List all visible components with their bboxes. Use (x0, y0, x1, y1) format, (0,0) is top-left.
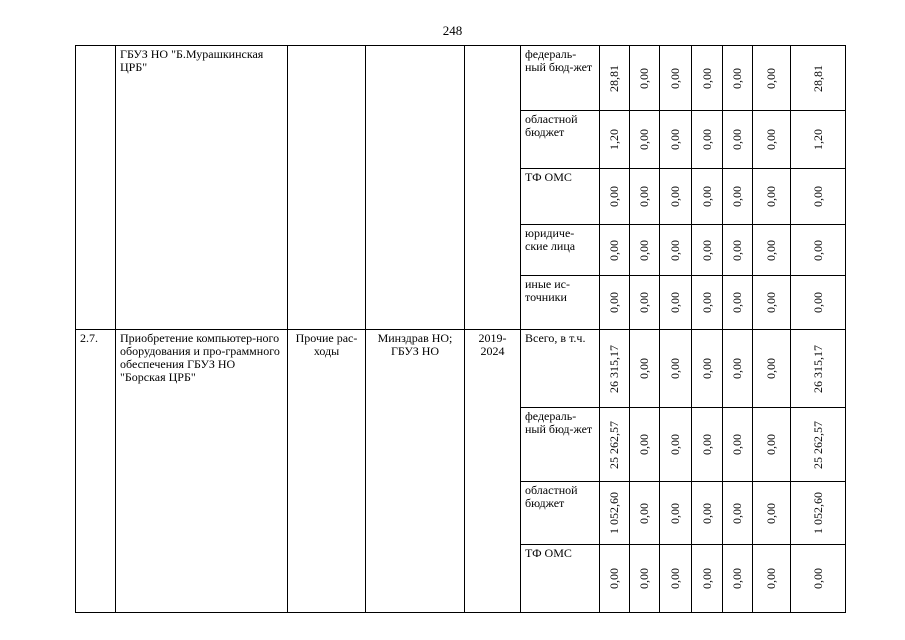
value-cell (791, 225, 846, 276)
value-text: 0,00 (810, 568, 825, 589)
value-text: 0,00 (637, 502, 651, 524)
value-cell (723, 482, 753, 545)
value-text: 0,00 (637, 292, 651, 313)
value-cell (791, 276, 846, 330)
funding-source-cell: федераль-ный бюд-жет (521, 408, 600, 482)
value-text: 0,00 (699, 502, 714, 524)
value-cell (630, 46, 660, 111)
value-text: 0,00 (699, 239, 714, 261)
value-cell (630, 545, 660, 613)
value-text: 0,00 (637, 186, 651, 207)
value-text: 0,00 (810, 292, 825, 313)
value-cell (600, 408, 630, 482)
value-text: 25 262,57 (810, 420, 825, 469)
value-text: 0,00 (699, 568, 714, 589)
value-text: 0,00 (810, 239, 825, 261)
value-text: 0,00 (668, 358, 682, 379)
value-text: 0,00 (699, 129, 714, 150)
value-text: 0,00 (668, 292, 682, 313)
budget-table (75, 45, 846, 613)
value-text: 26 315,17 (607, 344, 621, 393)
executor-cell: Минздрав НО; ГБУЗ НО (366, 330, 465, 613)
funding-source-cell: федераль-ный бюд-жет (521, 46, 600, 111)
value-cell (692, 111, 723, 169)
value-text: 0,00 (637, 239, 651, 261)
value-text: 0,00 (699, 292, 714, 313)
value-cell (791, 169, 846, 225)
value-text: 0,00 (607, 239, 621, 261)
value-cell (600, 111, 630, 169)
value-text: 0,00 (730, 67, 744, 89)
funding-source-cell: ТФ ОМС (521, 169, 600, 225)
value-cell (692, 276, 723, 330)
item-name-cell: Приобретение компьютер-ного оборудования и про-граммного обеспечения ГБУЗ НО "Борская ЦРБ" (116, 330, 288, 613)
funding-source-cell: областной бюджет (521, 482, 600, 545)
value-text: 0,00 (668, 502, 682, 524)
value-cell (660, 408, 692, 482)
value-cell (660, 482, 692, 545)
value-cell (660, 111, 692, 169)
value-cell (600, 225, 630, 276)
item-number-cell (76, 46, 116, 330)
value-cell (660, 545, 692, 613)
value-text: 0,00 (730, 129, 744, 150)
value-cell (791, 545, 846, 613)
value-text: 0,00 (637, 129, 651, 150)
value-cell (753, 225, 791, 276)
value-cell (600, 46, 630, 111)
value-cell (660, 169, 692, 225)
value-text: 0,00 (730, 502, 744, 524)
value-cell (630, 482, 660, 545)
value-text: 1,20 (607, 129, 621, 150)
value-text: 28,81 (810, 64, 825, 92)
value-text: 28,81 (607, 64, 621, 92)
value-cell (692, 545, 723, 613)
value-text: 0,00 (730, 358, 744, 379)
value-cell (692, 408, 723, 482)
value-text: 0,00 (637, 67, 651, 89)
period-cell: 2019-2024 (465, 330, 521, 613)
value-cell (630, 169, 660, 225)
value-cell (692, 169, 723, 225)
value-text: 0,00 (764, 239, 778, 261)
table-row (76, 330, 846, 408)
value-text: 0,00 (668, 239, 682, 261)
value-cell (791, 46, 846, 111)
value-text: 0,00 (810, 186, 825, 207)
value-text: 0,00 (607, 292, 621, 313)
funding-source-cell: ТФ ОМС (521, 545, 600, 613)
value-cell (723, 408, 753, 482)
value-cell (753, 276, 791, 330)
value-text: 26 315,17 (810, 344, 825, 393)
value-text: 0,00 (699, 186, 714, 207)
value-cell (753, 46, 791, 111)
value-cell (753, 408, 791, 482)
value-cell (600, 330, 630, 408)
value-cell (600, 276, 630, 330)
value-text: 0,00 (764, 358, 778, 379)
value-cell (753, 482, 791, 545)
value-cell (791, 482, 846, 545)
value-text: 0,00 (730, 434, 744, 455)
value-cell (660, 225, 692, 276)
value-text: 0,00 (637, 434, 651, 455)
value-cell (791, 408, 846, 482)
value-cell (723, 545, 753, 613)
value-cell (660, 46, 692, 111)
value-text: 1 052,60 (607, 492, 621, 534)
value-cell (692, 46, 723, 111)
value-cell (600, 545, 630, 613)
expense-type-cell (288, 46, 366, 330)
period-cell (465, 46, 521, 330)
value-text: 0,00 (637, 568, 651, 589)
value-text: 0,00 (668, 434, 682, 455)
value-cell (630, 330, 660, 408)
value-text: 0,00 (730, 568, 744, 589)
value-text: 0,00 (668, 129, 682, 150)
value-cell (600, 482, 630, 545)
value-text: 0,00 (668, 67, 682, 89)
value-text: 0,00 (764, 434, 778, 455)
value-text: 0,00 (764, 67, 778, 89)
value-text: 0,00 (764, 129, 778, 150)
value-text: 1,20 (810, 129, 825, 150)
funding-source-cell: иные ис-точники (521, 276, 600, 330)
value-cell (630, 225, 660, 276)
value-cell (692, 482, 723, 545)
value-text: 0,00 (668, 568, 682, 589)
value-cell (630, 408, 660, 482)
value-cell (791, 330, 846, 408)
executor-cell (366, 46, 465, 330)
item-name-cell: ГБУЗ НО "Б.Мурашкинская ЦРБ" (116, 46, 288, 330)
value-cell (692, 330, 723, 408)
value-cell (630, 276, 660, 330)
value-cell (692, 225, 723, 276)
value-cell (753, 330, 791, 408)
value-text: 0,00 (764, 292, 778, 313)
item-number-cell: 2.7. (76, 330, 116, 613)
value-cell (600, 169, 630, 225)
value-cell (723, 169, 753, 225)
value-cell (753, 545, 791, 613)
value-text: 0,00 (637, 358, 651, 379)
value-cell (723, 225, 753, 276)
value-text: 0,00 (699, 67, 714, 89)
value-text: 0,00 (668, 186, 682, 207)
value-cell (723, 111, 753, 169)
table-row (76, 46, 846, 111)
value-text: 0,00 (764, 568, 778, 589)
value-text: 0,00 (730, 186, 744, 207)
page-number: 248 (442, 23, 463, 38)
value-cell (723, 330, 753, 408)
value-text: 0,00 (764, 502, 778, 524)
value-cell (753, 111, 791, 169)
value-text: 0,00 (699, 358, 714, 379)
value-cell (753, 169, 791, 225)
value-text: 0,00 (730, 239, 744, 261)
value-text: 0,00 (764, 186, 778, 207)
value-cell (630, 111, 660, 169)
funding-source-cell: областной бюджет (521, 111, 600, 169)
value-cell (723, 46, 753, 111)
value-text: 0,00 (699, 434, 714, 455)
value-text: 25 262,57 (607, 420, 621, 469)
value-cell (660, 276, 692, 330)
expense-type-cell: Прочие рас-ходы (288, 330, 366, 613)
value-text: 1 052,60 (810, 492, 825, 534)
value-text: 0,00 (607, 186, 621, 207)
value-cell (791, 111, 846, 169)
value-text: 0,00 (607, 568, 621, 589)
funding-source-cell: юридиче-ские лица (521, 225, 600, 276)
value-text: 0,00 (730, 292, 744, 313)
value-cell (660, 330, 692, 408)
value-cell (723, 276, 753, 330)
funding-source-cell: Всего, в т.ч. (521, 330, 600, 408)
